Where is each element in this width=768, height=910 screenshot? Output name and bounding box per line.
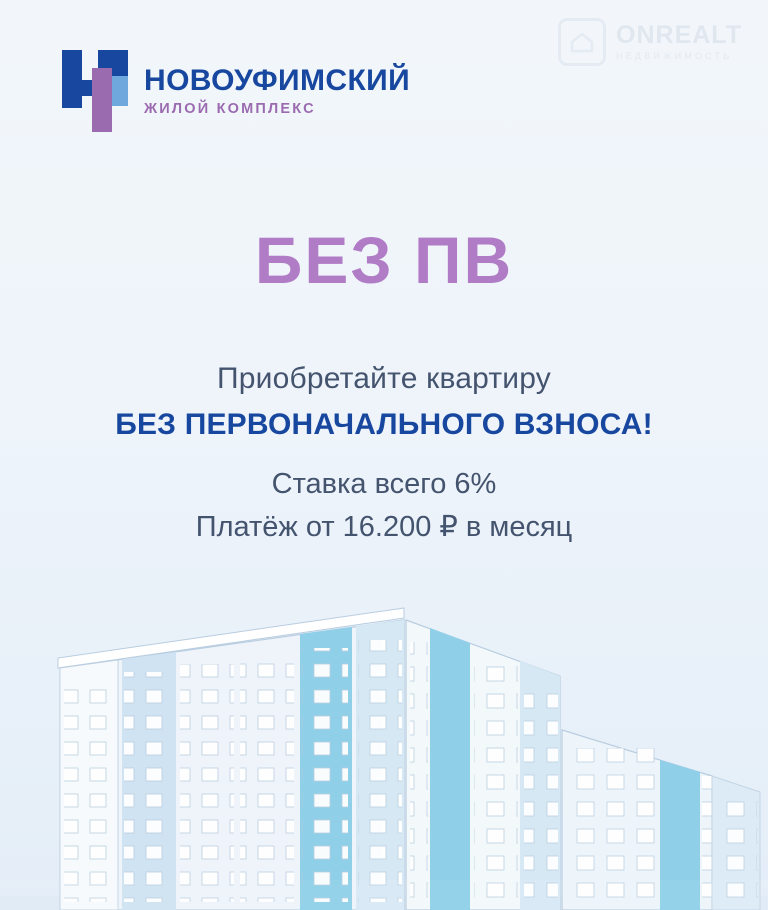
offer-line-2: БЕЗ ПЕРВОНАЧАЛЬНОГО ВЗНОСА! [115, 408, 653, 441]
brand-logo [62, 50, 410, 132]
offer-copy [0, 362, 768, 544]
watermark-text [616, 23, 742, 61]
watermark-title: ONREALT [616, 21, 742, 49]
watermark [558, 18, 742, 66]
brand-name: НОВОУФИМСКИЙ [144, 63, 411, 97]
offer-line-1: Приобретайте квартиру [217, 362, 551, 395]
offer-payment: Платёж от 16.200 ₽ в месяц [195, 511, 573, 543]
brand-text [144, 65, 410, 118]
house-outline-icon [558, 18, 606, 66]
apartment-building-illustration [0, 580, 768, 910]
watermark-subtitle: НЕДВИЖИМОСТЬ [616, 51, 733, 61]
brand-subtitle: ЖИЛОЙ КОМПЛЕКС [144, 101, 316, 118]
novoufimskiy-monogram-icon [62, 50, 128, 132]
offer-rate: Ставка всего 6% [271, 468, 497, 500]
headline: БЕЗ ПВ [254, 223, 514, 297]
